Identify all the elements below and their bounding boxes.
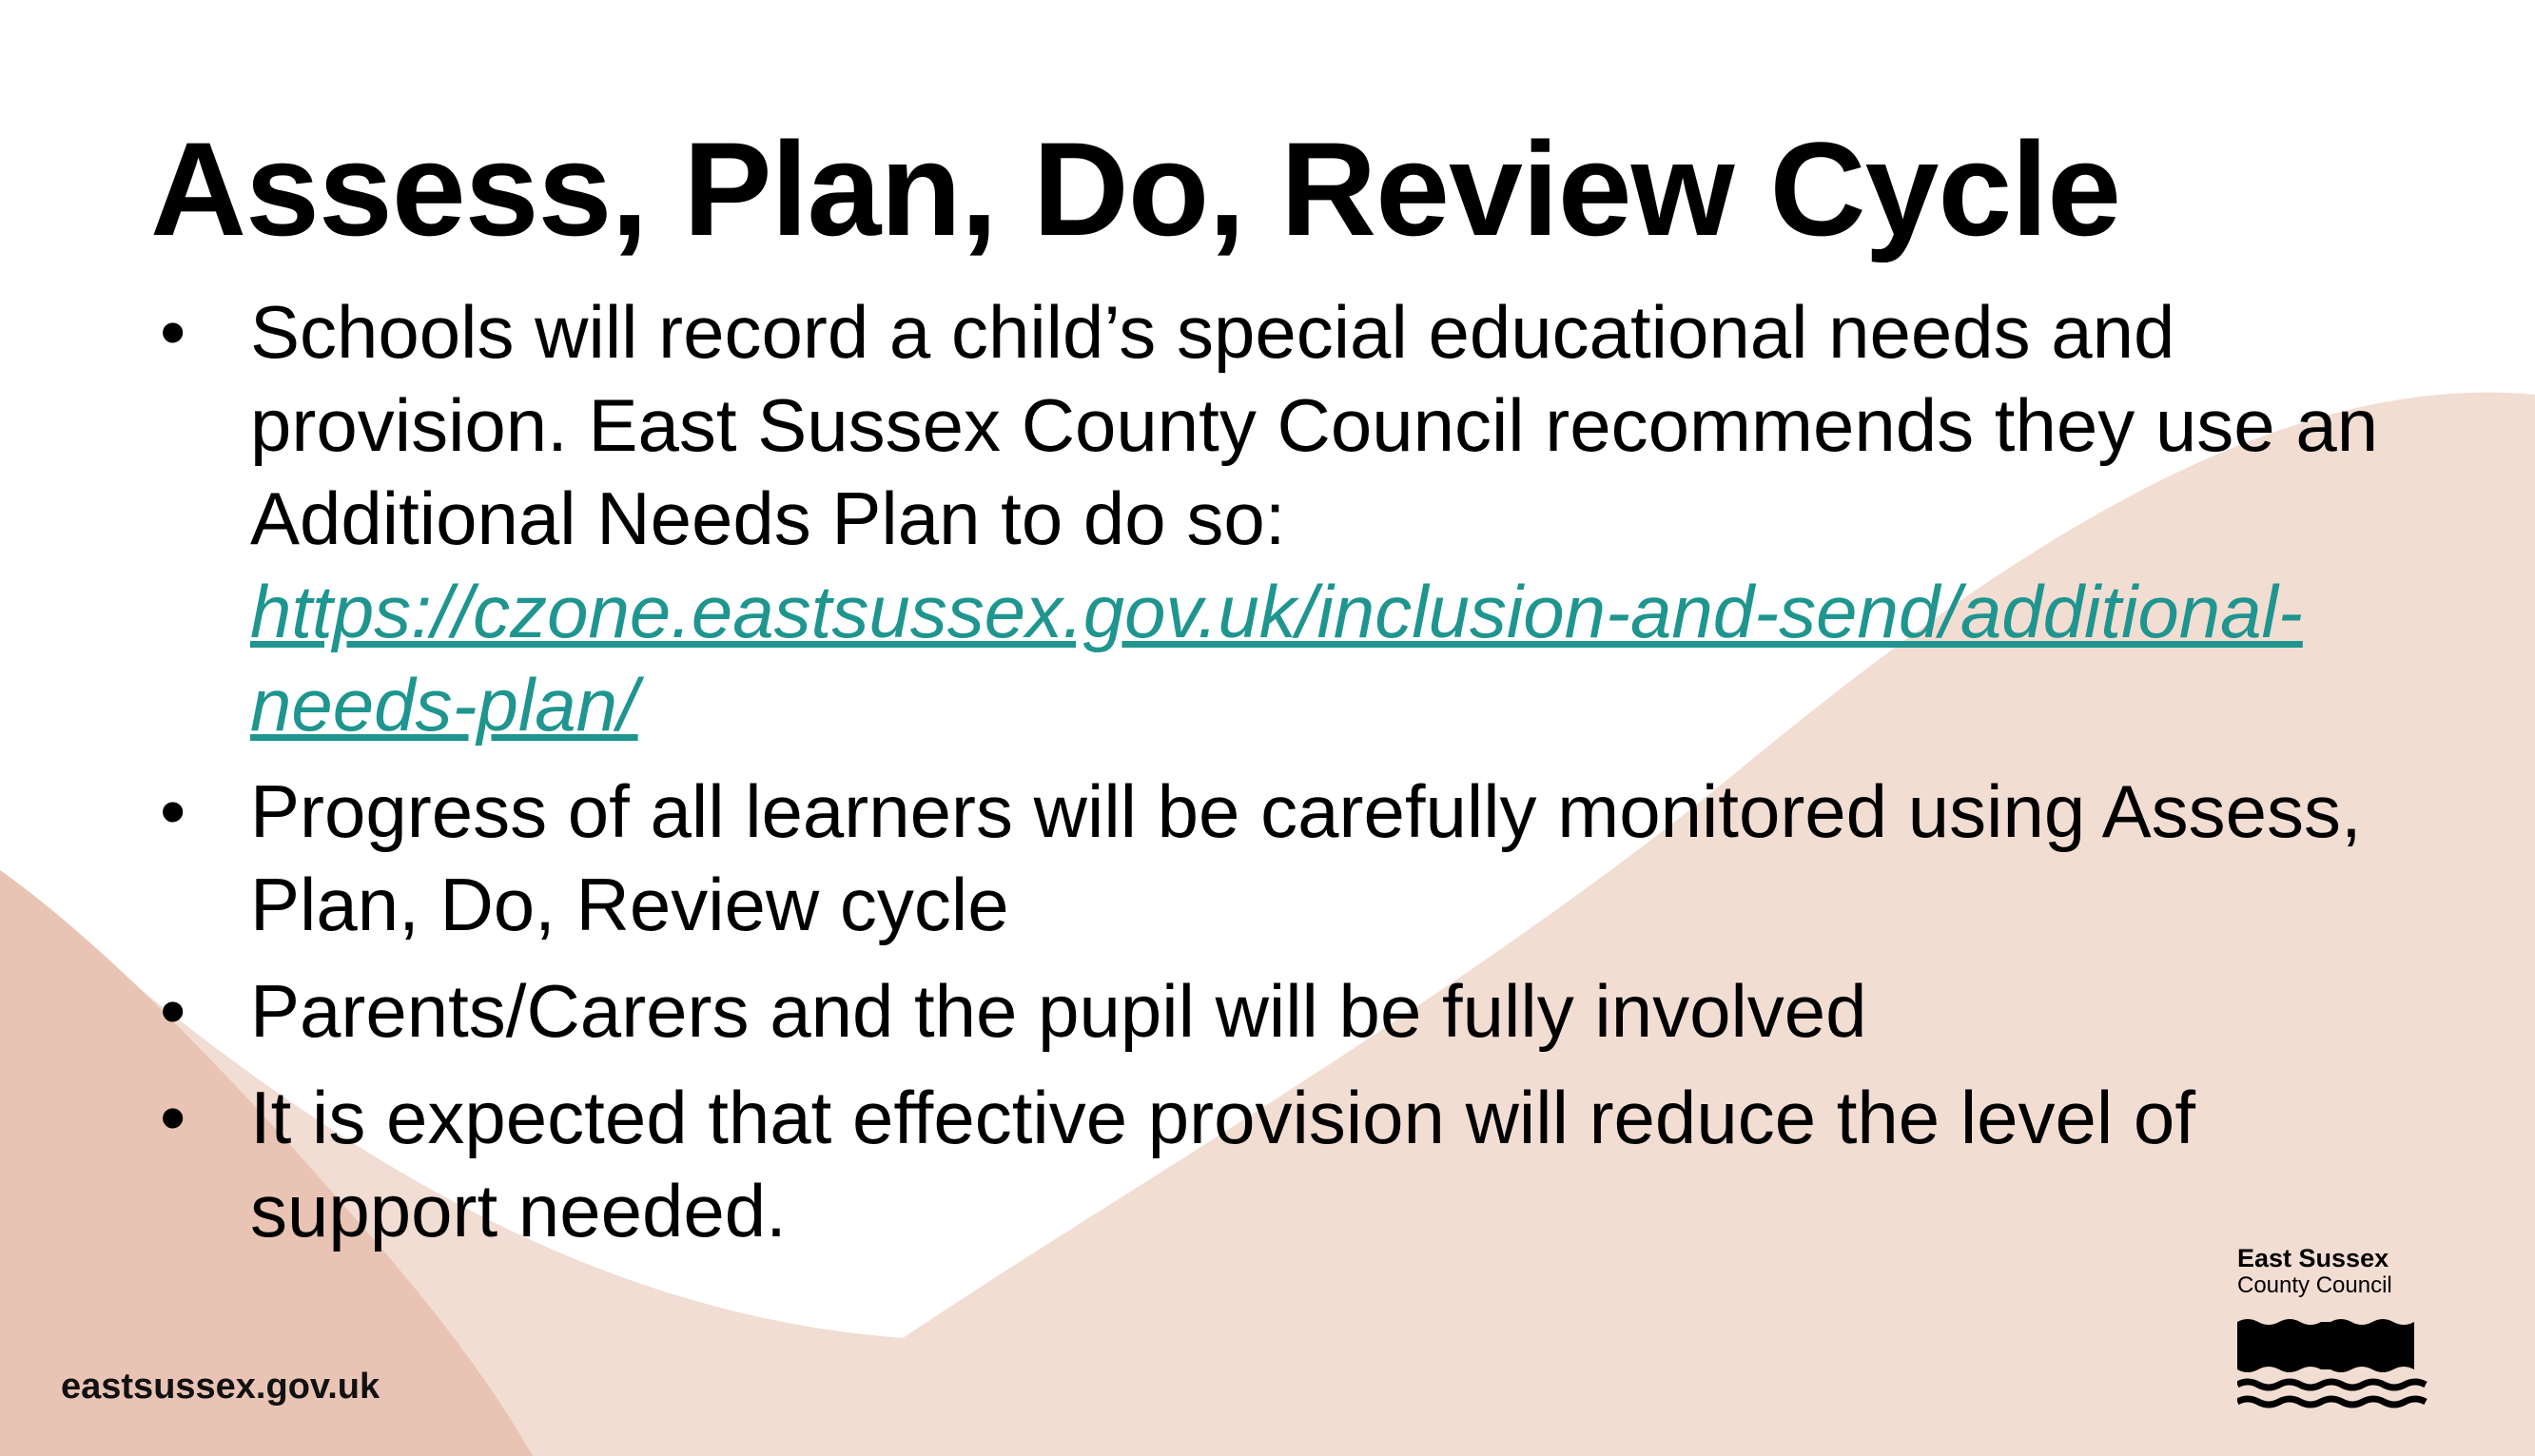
bullet-list [150, 285, 2395, 1271]
bullet-item [150, 285, 2395, 751]
logo-name-line1: East Sussex [2237, 1244, 2389, 1272]
slide-title: Assess, Plan, Do, Review Cycle [150, 114, 2121, 263]
bullet-marker: • [160, 290, 186, 374]
bullet-marker: • [160, 969, 186, 1053]
footer-website: eastsussex.gov.uk [61, 1367, 380, 1407]
council-logo [2237, 1244, 2456, 1413]
bullet-text: Progress of all learners will be carefully monitored using Assess, Plan, Do, Review cycle [250, 769, 2362, 946]
bullet-text: It is expected that effective provision will reduce the level of support needed. [250, 1076, 2195, 1252]
bullet-text: Parents/Carers and the pupil will be fully involved [250, 969, 1867, 1053]
bullet-item [150, 765, 2395, 951]
bullet-item [150, 1071, 2395, 1257]
waves-logo-icon [2237, 1316, 2451, 1413]
additional-needs-plan-link[interactable]: https://czone.eastsussex.gov.uk/inclusion-and-send/additional-needs-plan/ [250, 570, 2303, 747]
bullet-text: Schools will record a child’s special educational needs and provision. East Sussex County Council recommends they use an Additional Needs Plan to do so: [250, 290, 2379, 560]
logo-name-line2: County Council [2237, 1272, 2392, 1298]
bullet-item [150, 964, 2395, 1058]
bullet-marker: • [160, 1076, 186, 1159]
bullet-marker: • [160, 769, 186, 853]
